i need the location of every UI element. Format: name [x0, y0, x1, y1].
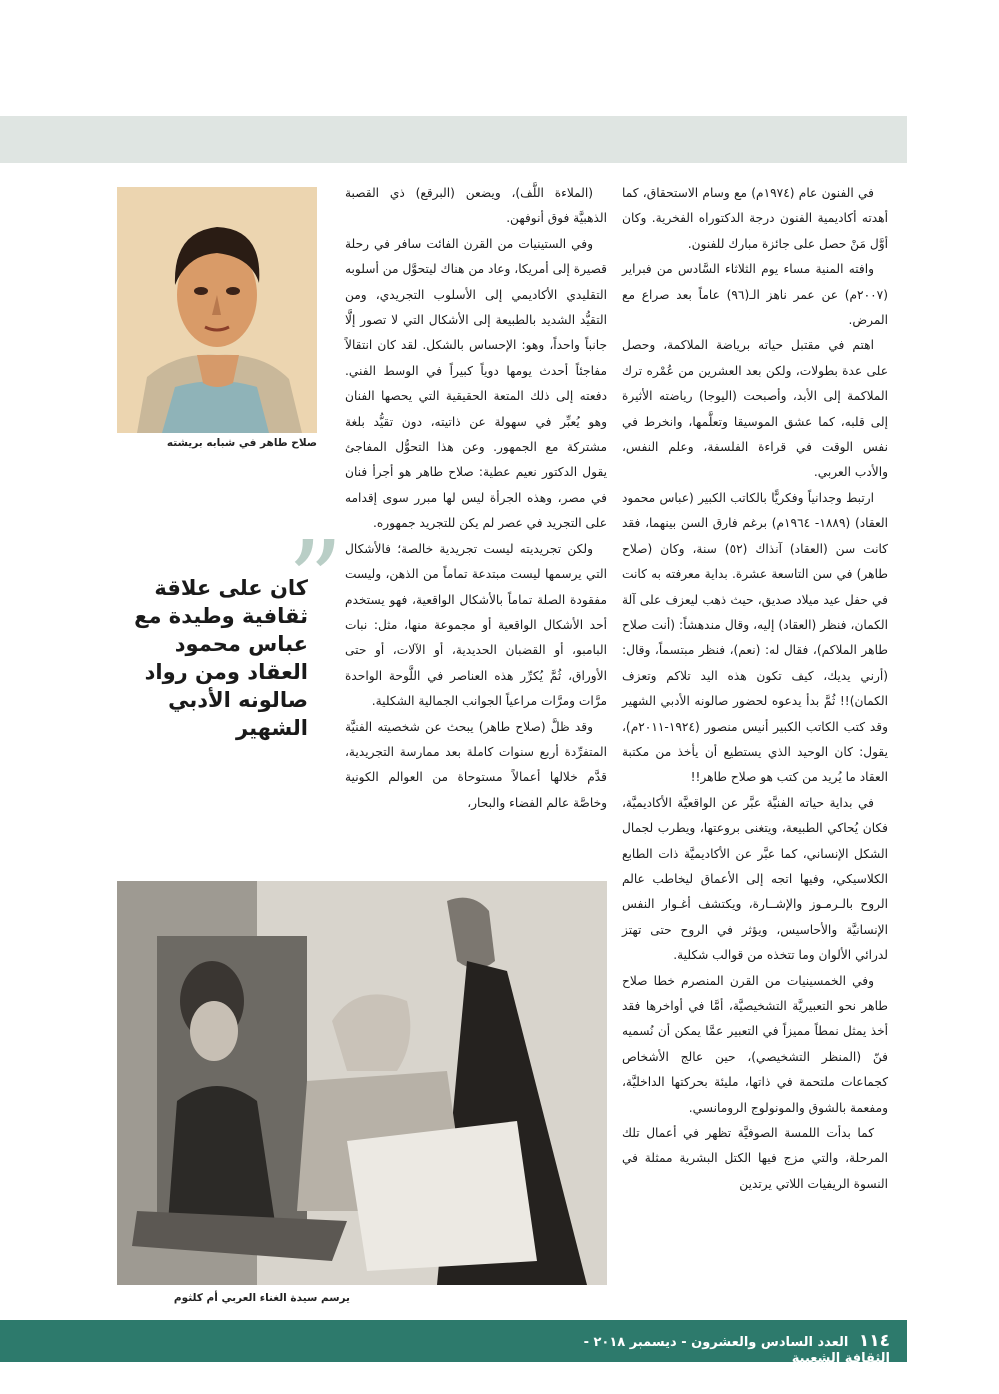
article-column-right — [622, 181, 888, 1197]
portrait-painting — [117, 187, 317, 433]
quote-mark-icon: ” — [287, 517, 344, 645]
article-column-middle — [345, 181, 607, 816]
paragraph: اهتم في مقتبل حياته برياضة الملاكمة، وحصل على عدة بطولات، ولكن بعد العشرين من عُمْره ترك الملاكمة إلى الأبد، وأصبحت (اليوجا) رياضته الأثيرة إلى قلبه، كما عشق الموسيقا وتعلَّمها، وانخرط في نفس الوقت في قراءة الفلسفة، وعلم النفس، والأدب العربي. — [622, 338, 888, 480]
page-number: ١١٤ — [858, 1331, 890, 1351]
paragraph: وفي الستينيات من القرن الفائت سافر في رحلة قصيرة إلى أمريكا، وعاد من هناك ليتحوَّل من أسلوبه التقليدي الأكاديمي إلى الأسلوب التجريدي، ومن التقيُّد الشديد بالطبيعة إلى الأشكال التي لا تصور إلَّا جانباً واحداً، وهو: الإحساس بالشكل. لقد كان انتقالاً مفاجئاً أحدث يومها دوياً كبيراً في الوسط الفني. دفعته إلى ذلك المتعة الحقيقية التي يحصها الفنان وهو يُعبِّر في سهولة عن ذاتيته، دون تقيُّد بلغة مشتركة مع الجمهور. وعن هذا التحوُّل المفاجئ يقول الدكتور نعيم عطية: صلاح طاهر هو أجرأ فنان في مصر، وهذه الجرأة ليس لها مبرر سوى إقدامه على التجريد في عصر لم يكن للتجريد جمهوره. — [345, 236, 607, 531]
paragraph: ولكن تجريديته ليست تجريدية خالصة؛ فالأشكال التي يرسمها ليست مبتدعة تماماً من الذهن، وليست مفقودة الصلة تماماً بالأشكال الواقعية، فهو يستخدم أحد الأشكال الواقعية أو مجموعة منها، مثل: نبات البامبو، أو القضبان الحديدية، أو الآلات، أو حتى الأوراق، ثُمَّ يُكرِّر هذه العناصر في اللَّوحة الواحدة مرَّات ومرَّات مراعياً الجوانب الجمالية الشكلية. — [345, 541, 607, 709]
photo-illustration — [117, 881, 607, 1285]
paragraph: (الملاءة اللَّف)، ويضعن (البرقع) ذي القصبة الذهبيَّة فوق أنوفهن. — [345, 186, 607, 226]
magazine-logo: الثقافة الشعبية — [791, 1351, 890, 1366]
portrait-caption: صلاح طاهر في شبابه بريشته — [166, 437, 317, 449]
portrait-illustration — [117, 187, 317, 433]
paragraph: وافته المنية مساء يوم الثلاثاء السَّادس من فبراير (٢٠٠٧م) عن عمر ناهز الـ(٩٦) عاماً بعد صراع مع المرض. — [622, 262, 888, 328]
paragraph: في بداية حياته الفنيَّة عبَّر عن الواقعيَّة الأكاديميَّة، فكان يُحاكي الطبيعة، ويتغنى بروعتها، ويطرب لجمال الشكل الإنساني، كما عبَّر عن الأكاديميَّة ذات الطابع الكلاسيكي، وفيها اتجه إلى الأعماق ليخاطب عالم الروح بالـرمـوز والإشــارة، ويكتشف أغـوار النفس الإنسانيَّة والأحاسيس، ويؤثر في الروح حتى تهتز لدرائي الألوان وما تتخذه من قوالب شكلية. — [622, 795, 888, 963]
pull-quote: كان على علاقة ثقافية وطيدة مع عباس محمود العقاد ومن رواد صالونه الأدبي الشهير — [134, 576, 308, 740]
header-band — [0, 116, 907, 163]
paragraph: كما بدأت اللمسة الصوفيَّة تظهر في أعمال تلك المرحلة، والتي مزج فيها الكتل البشرية ممثلة في النسوة الريفيات اللاتي يرتدين — [622, 1126, 888, 1191]
photo-caption: يرسم سيدة الغناء العربي أم كلثوم — [173, 1292, 350, 1304]
issue-info: العدد السادس والعشرون - ديسمبر ٢٠١٨ - — [583, 1335, 849, 1350]
paragraph: وقد ظلَّ (صلاح طاهر) يبحث عن شخصيته الفنيَّة المتفرِّدة أربع سنوات كاملة بعد ممارسة التجريدية، قدَّم خلالها أعمالاً مستوحاة من العوالم الكونية وخاصَّة عالم الفضاء والبحار، — [345, 719, 607, 810]
footer — [560, 1331, 890, 1366]
painting-photo — [117, 881, 607, 1285]
paragraph: ارتبط وجدانياً وفكريًّا بالكاتب الكبير (عباس محمود العقاد) (١٨٨٩- ١٩٦٤م) برغم فارق السن بينهما، فقد كانت سن (العقاد) آنذاك (٥٢) سنة، وكان (صلاح طاهر) في سن التاسعة عشرة. بداية معرفته به كانت في حفل عيد ميلاد صديق، حيث ذهب ليعزف على آلة الكمان، فنظر (العقاد) إليه، وقال مندهشاً: (أنت صلاح طاهر الملاكم)، فقال له: (نعم)، فنظر مبتسماً، وقال: (أرني يديك، كيف تكون هذه اليد تلاكم وتعزف الكمان)!! ثُمَّ بدأ يدعوه لحضور صالونه الأدبي الشهير وقد كتب الكاتب الكبير أنيس منصور (١٩٢٤-٢٠١١م)، يقول: كان الوحيد الذي يستطيع أن يأخذ من مكتبة العقاد ما يُريد من كتب هو صلاح طاهر!! — [622, 490, 888, 785]
paragraph: في الفنون عام (١٩٧٤م) مع وسام الاستحقاق، كما أهدته أكاديمية الفنون درجة الدكتوراه الفخرية. وكان أوَّل مَنْ حصل على جائزة مبارك للفنون. — [622, 186, 888, 251]
paragraph: وفي الخمسينيات من القرن المنصرم خطا صلاح طاهر نحو التعبيريَّة التشخيصيَّة، أمَّا في أواخرها فقد أخذ يمثل نمطاً مميزاً في التعبير عمَّا يمكن أن نُسميه فنّ (المنظر التشخيصي)، حين عالج الأشخاص كجماعات ملتحمة في ذاتها، مليئة بحركتها الداخليَّة، ومفعمة بالشوق والمونولوج الرومانسي. — [622, 973, 888, 1115]
